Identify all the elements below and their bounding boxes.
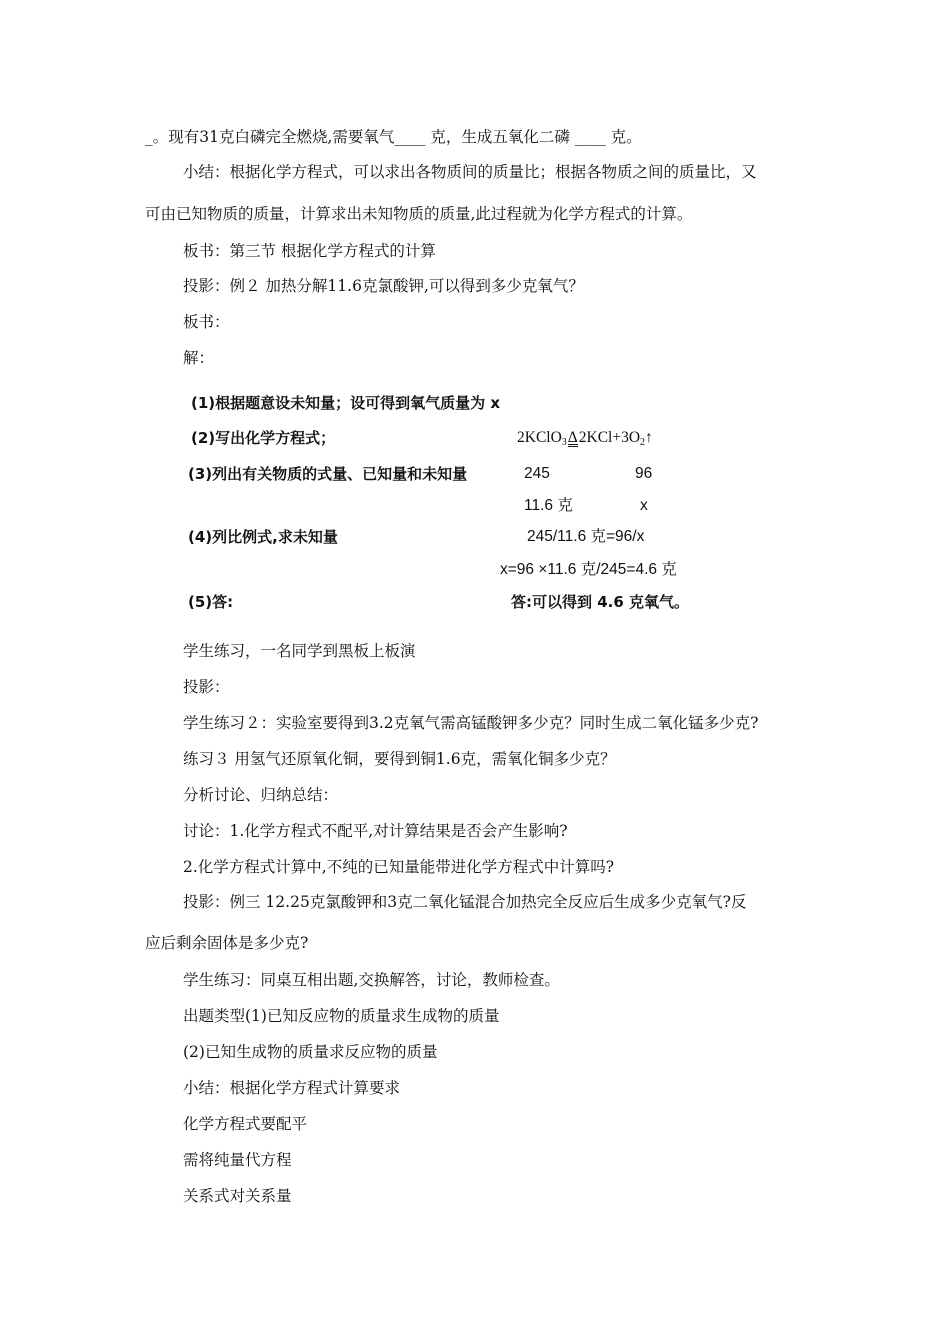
proportion-equation: 245/11.6 克=96/x [527,528,645,545]
text-line: 练习３ 用氢气还原氧化铜，要得到铜1.6克，需氧化铜多少克？ [183,750,616,768]
solution-step-5: (5)答: [188,593,234,611]
solution-answer: 答:可以得到 4.6 克氧气。 [511,593,690,611]
text-line: 投影： [183,678,230,696]
text-line: 2.化学方程式计算中,不纯的已知量能带进化学方程式中计算吗? [183,858,615,876]
text-line: (2)已知生成物的质量求反应物的质量 [183,1043,438,1061]
text-line: 板书：第三节 根据化学方程式的计算 [183,242,436,260]
gas-arrow-icon: ↑ [645,429,653,446]
text-line: 出题类型(1)已知反应物的质量求生成物的质量 [183,1007,500,1025]
solution-step-4: (4)列比例式,求未知量 [188,528,338,546]
formula-mass-o2: 96 [635,465,653,482]
text-line: 分析讨论、归纳总结： [183,786,339,804]
text-line: 投影：例２ 加热分解11.6克氯酸钾,可以得到多少克氧气？ [183,277,584,295]
equation-subscript: 2 [640,437,646,448]
heat-delta-symbol: Δ [567,429,578,446]
formula-mass-kclo3: 245 [524,465,550,482]
solution-step-2: (2)写出化学方程式； [191,429,336,447]
text-line: 解： [183,349,215,367]
text-line: 讨论：1.化学方程式不配平,对计算结果是否会产生影响? [183,822,568,840]
text-line: 小结：根据化学方程式计算要求 [183,1079,401,1097]
text-line: _。现有31克白磷完全燃烧,需要氧气____ 克，生成五氧化二磷 ____ 克。 [145,128,642,146]
text-line: 化学方程式要配平 [183,1115,308,1133]
text-line: 学生练习２：实验室要得到3.2克氧气需高锰酸钾多少克？同时生成二氧化锰多少克? [183,714,759,732]
known-quantity: 11.6 克 [524,497,573,514]
solution-step-3: (3)列出有关物质的式量、已知量和未知量 [188,465,468,483]
text-line: 投影：例三 12.25克氯酸钾和3克二氧化锰混合加热完全反应后生成多少克氧气?反 [183,893,747,911]
calculation-result: x=96 ×11.6 克/245=4.6 克 [500,561,677,578]
chemical-equation [517,428,653,453]
text-line: 应后剩余固体是多少克? [145,934,309,952]
equation-reactant: 2KClO [517,429,562,446]
equation-products: 2KCl+3O [578,429,641,446]
text-line: 板书： [183,313,230,331]
text-line: 学生练习：同桌互相出题,交换解答，讨论，教师检查。 [183,971,560,989]
equation-subscript: 3 [561,437,567,448]
unknown-quantity: x [640,497,648,514]
text-line: 需将纯量代方程 [183,1151,292,1169]
solution-step-1: (1)根据题意设未知量；设可得到氧气质量为 x [191,394,501,412]
text-line: 小结：根据化学方程式，可以求出各物质间的质量比；根据各物质之间的质量比，又 [183,163,757,181]
text-line: 可由已知物质的质量，计算求出未知物质的质量,此过程就为化学方程式的计算。 [145,205,693,223]
text-line: 关系式对关系量 [183,1187,292,1205]
text-line: 学生练习，一名同学到黑板上板演 [183,642,416,660]
